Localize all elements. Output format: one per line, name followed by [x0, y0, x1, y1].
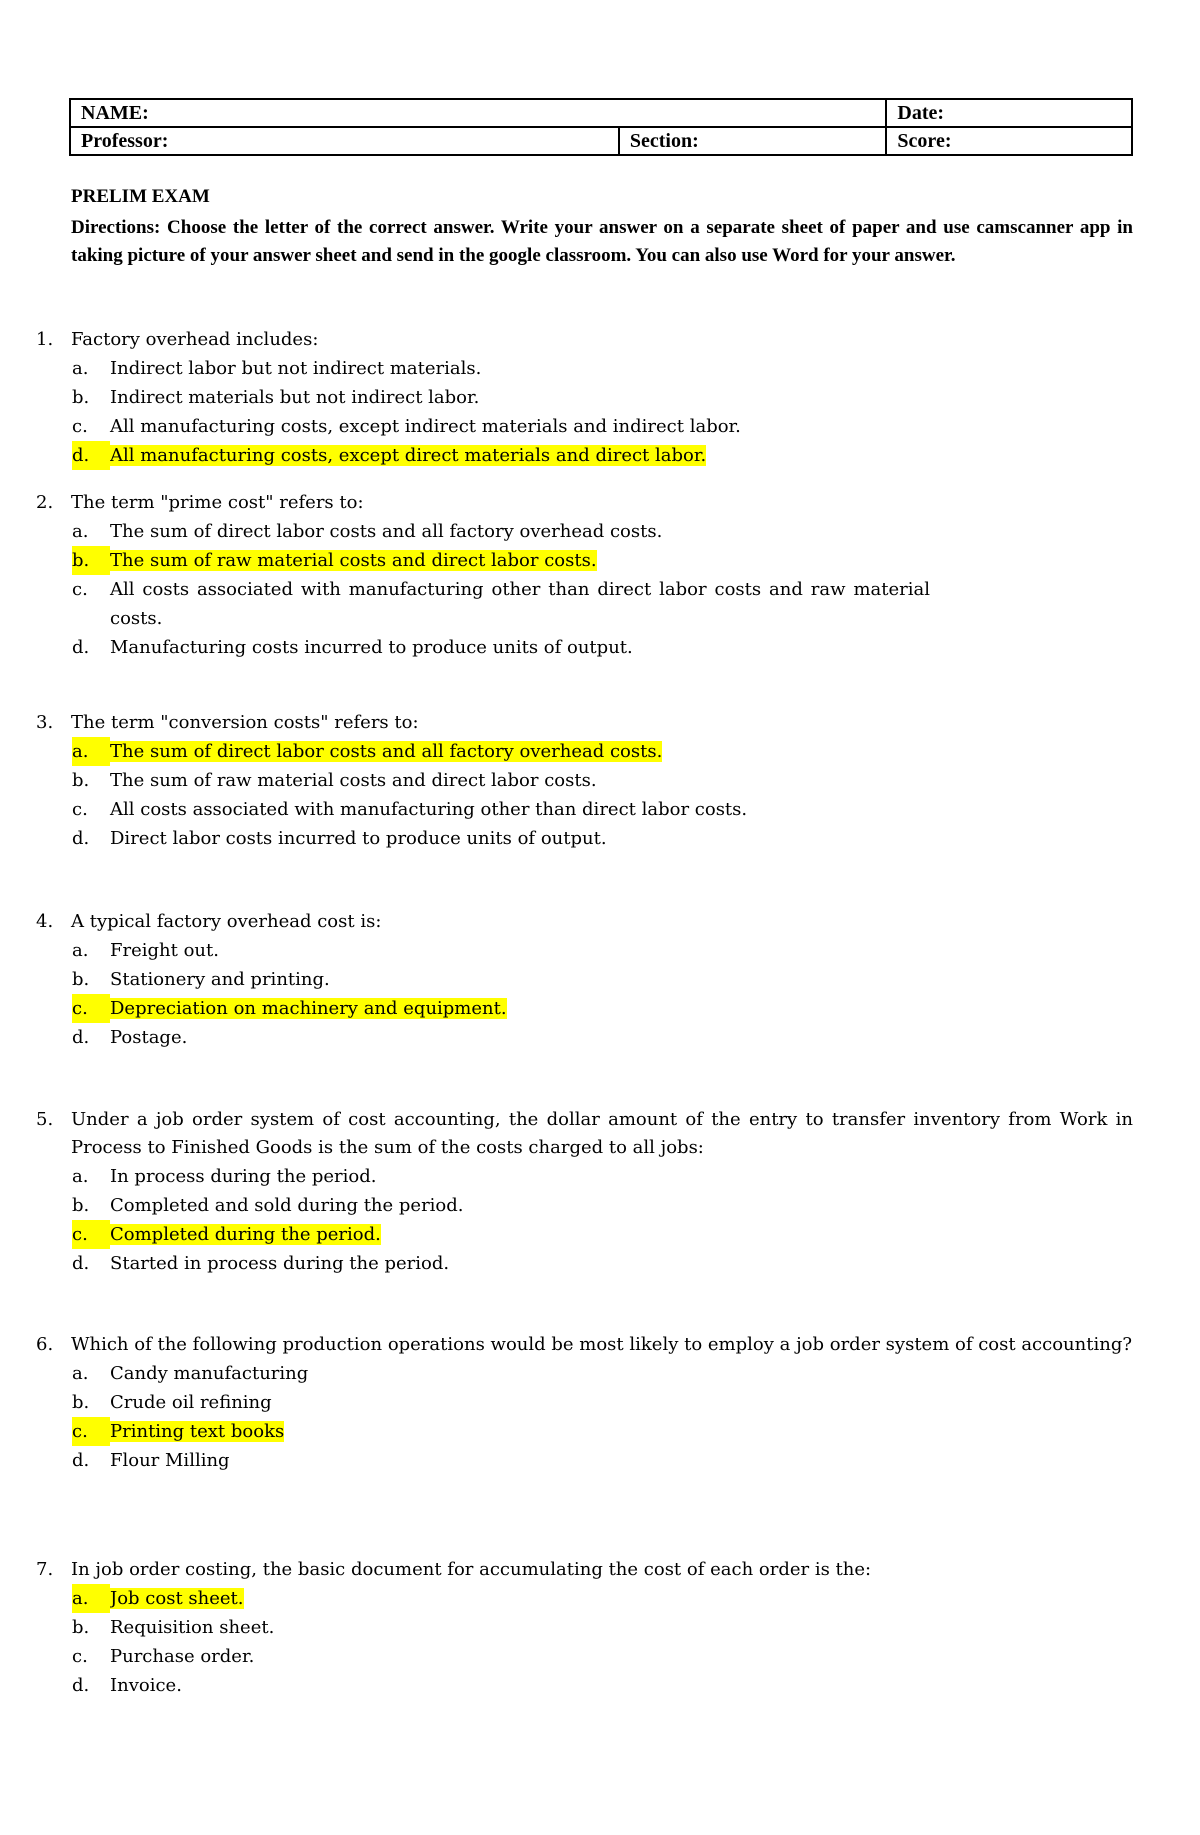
- option-letter: b.: [72, 387, 90, 408]
- option-d: [36, 1671, 1133, 1700]
- question-text: In job order costing, the basic document for accumulating the cost of each order is the:: [71, 1559, 872, 1580]
- option-letter: d.: [72, 1675, 90, 1696]
- date-label: Date:: [897, 102, 945, 124]
- question-2: [36, 489, 1133, 662]
- option-letter: a.: [72, 1584, 110, 1613]
- option-a: [36, 1359, 1133, 1388]
- option-c: [36, 1642, 1133, 1671]
- option-b: [36, 1191, 1133, 1220]
- question-number: 6.: [36, 1334, 54, 1355]
- question-stem: [36, 1556, 1133, 1584]
- option-text: Direct labor costs incurred to produce units of output.: [110, 828, 607, 849]
- option-letter: c.: [72, 1417, 110, 1446]
- option-a: [36, 936, 1133, 965]
- option-letter: a.: [72, 358, 89, 379]
- option-text: Invoice.: [110, 1675, 182, 1696]
- option-letter: d.: [72, 1450, 90, 1471]
- option-d: [36, 633, 1133, 662]
- option-letter: b.: [72, 1392, 90, 1413]
- option-letter: b.: [72, 770, 90, 791]
- option-letter: a.: [72, 521, 89, 542]
- option-text: Flour Milling: [110, 1450, 230, 1471]
- exam-title: PRELIM EXAM: [71, 186, 210, 207]
- question-number: 3.: [36, 712, 54, 733]
- option-text: Candy manufacturing: [110, 1363, 309, 1384]
- question-number: 1.: [36, 329, 54, 350]
- option-letter: c.: [72, 416, 88, 437]
- question-stem: [36, 1331, 1133, 1359]
- option-text: The sum of raw material costs and direct labor costs.: [110, 770, 597, 791]
- option-text: Printing text books: [110, 1421, 285, 1442]
- question-number: 4.: [36, 911, 54, 932]
- option-text: All manufacturing costs, except indirect materials and indirect labor.: [110, 416, 741, 437]
- name-label: NAME:: [81, 102, 149, 124]
- option-b-highlighted: [36, 546, 1133, 575]
- option-d-highlighted: [36, 441, 1133, 470]
- option-a: [36, 354, 1133, 383]
- option-letter: b.: [72, 546, 110, 575]
- option-text: Job cost sheet.: [110, 1588, 244, 1609]
- option-text: The sum of direct labor costs and all factory overhead costs.: [110, 741, 663, 762]
- option-text: Purchase order.: [110, 1646, 255, 1667]
- question-text: Which of the following production operations would be most likely to employ a job order system of cost accounting?: [71, 1334, 1132, 1355]
- option-text: Indirect materials but not indirect labor.: [110, 387, 480, 408]
- option-c-highlighted: [36, 994, 1133, 1023]
- option-d: [36, 824, 1133, 853]
- option-letter: d.: [72, 637, 90, 658]
- date-cell: [886, 99, 1132, 127]
- option-text: Completed during the period.: [110, 1224, 381, 1245]
- question-text: The term "prime cost" refers to:: [71, 492, 364, 513]
- option-b: [36, 383, 1133, 412]
- question-stem: [36, 908, 1133, 936]
- option-text: Stationery and printing.: [110, 969, 330, 990]
- option-letter: b.: [72, 969, 90, 990]
- question-text: A typical factory overhead cost is:: [71, 911, 382, 932]
- option-letter: c.: [72, 579, 88, 600]
- question-stem: [36, 489, 1133, 517]
- option-text: Freight out.: [110, 940, 219, 961]
- exam-directions: Directions: Choose the letter of the correct answer. Write your answer on a separate sheet of paper and use camscanner app in taking picture of your answer sheet and send in the google classroom. You can also use Word for your answer.: [71, 217, 1133, 266]
- option-letter: d.: [72, 1253, 90, 1274]
- question-number: 2.: [36, 492, 54, 513]
- question-text: Under a job order system of cost accounting, the dollar amount of the entry to transfer inventory from Work in Process to Finished Goods is the sum of the costs charged to all jobs:: [71, 1109, 1133, 1158]
- option-letter: c.: [72, 994, 110, 1023]
- question-1: [36, 326, 1133, 470]
- option-d: [36, 1249, 1133, 1278]
- option-text: Requisition sheet.: [110, 1617, 275, 1638]
- score-label: Score:: [897, 130, 952, 152]
- option-c-highlighted: [36, 1417, 1133, 1446]
- name-cell: [70, 99, 886, 127]
- option-text: Started in process during the period.: [110, 1253, 450, 1274]
- option-text: Crude oil refining: [110, 1392, 272, 1413]
- question-4: [36, 908, 1133, 1052]
- question-stem: [36, 326, 1133, 354]
- option-d: [36, 1023, 1133, 1052]
- option-letter: d.: [72, 441, 110, 470]
- section-label: Section:: [629, 130, 699, 152]
- option-text: The sum of raw material costs and direct labor costs.: [110, 550, 597, 571]
- option-text: Indirect labor but not indirect materials.: [110, 358, 482, 379]
- option-letter: d.: [72, 828, 90, 849]
- option-letter: c.: [72, 1646, 88, 1667]
- option-a-highlighted: [36, 737, 1133, 766]
- question-stem: [36, 709, 1133, 737]
- option-text: In process during the period.: [110, 1166, 377, 1187]
- option-a: [36, 517, 1133, 546]
- info-row-name: [70, 99, 1132, 127]
- option-c: [36, 412, 1133, 441]
- question-text: The term "conversion costs" refers to:: [71, 712, 419, 733]
- option-text: All manufacturing costs, except direct materials and direct labor.: [110, 445, 707, 466]
- option-b: [36, 1613, 1133, 1642]
- question-6: [36, 1331, 1133, 1475]
- question-3: [36, 709, 1133, 853]
- option-b: [36, 1388, 1133, 1417]
- option-text: Postage.: [110, 1027, 188, 1048]
- option-letter: a.: [72, 737, 110, 766]
- option-letter: c.: [72, 1220, 110, 1249]
- question-stem: [36, 1106, 1133, 1162]
- option-letter: a.: [72, 1166, 89, 1187]
- option-a: [36, 1162, 1133, 1191]
- option-text: Depreciation on machinery and equipment.: [110, 998, 507, 1019]
- professor-cell: [70, 127, 619, 155]
- option-a-highlighted: [36, 1584, 1133, 1613]
- option-c: [36, 575, 1133, 633]
- option-c-highlighted: [36, 1220, 1133, 1249]
- option-d: [36, 1446, 1133, 1475]
- option-letter: c.: [72, 799, 88, 820]
- question-7: [36, 1556, 1133, 1700]
- option-letter: d.: [72, 1027, 90, 1048]
- section-cell: [619, 127, 887, 155]
- option-c: [36, 795, 1133, 824]
- option-text: Completed and sold during the period.: [110, 1195, 464, 1216]
- option-text: The sum of direct labor costs and all factory overhead costs.: [110, 521, 663, 542]
- option-letter: a.: [72, 1363, 89, 1384]
- option-b: [36, 965, 1133, 994]
- student-info-table: [69, 98, 1133, 156]
- question-number: 5.: [36, 1109, 54, 1130]
- score-cell: [886, 127, 1132, 155]
- question-number: 7.: [36, 1559, 54, 1580]
- option-letter: b.: [72, 1195, 90, 1216]
- option-letter: b.: [72, 1617, 90, 1638]
- question-text: Factory overhead includes:: [71, 329, 319, 350]
- option-b: [36, 766, 1133, 795]
- professor-label: Professor:: [81, 130, 169, 152]
- info-row-professor: [70, 127, 1132, 155]
- option-text: Manufacturing costs incurred to produce units of output.: [110, 637, 633, 658]
- option-letter: a.: [72, 940, 89, 961]
- option-text: All costs associated with manufacturing other than direct labor costs and raw material costs.: [110, 579, 930, 629]
- question-5: [36, 1106, 1133, 1278]
- option-text: All costs associated with manufacturing other than direct labor costs.: [110, 799, 748, 820]
